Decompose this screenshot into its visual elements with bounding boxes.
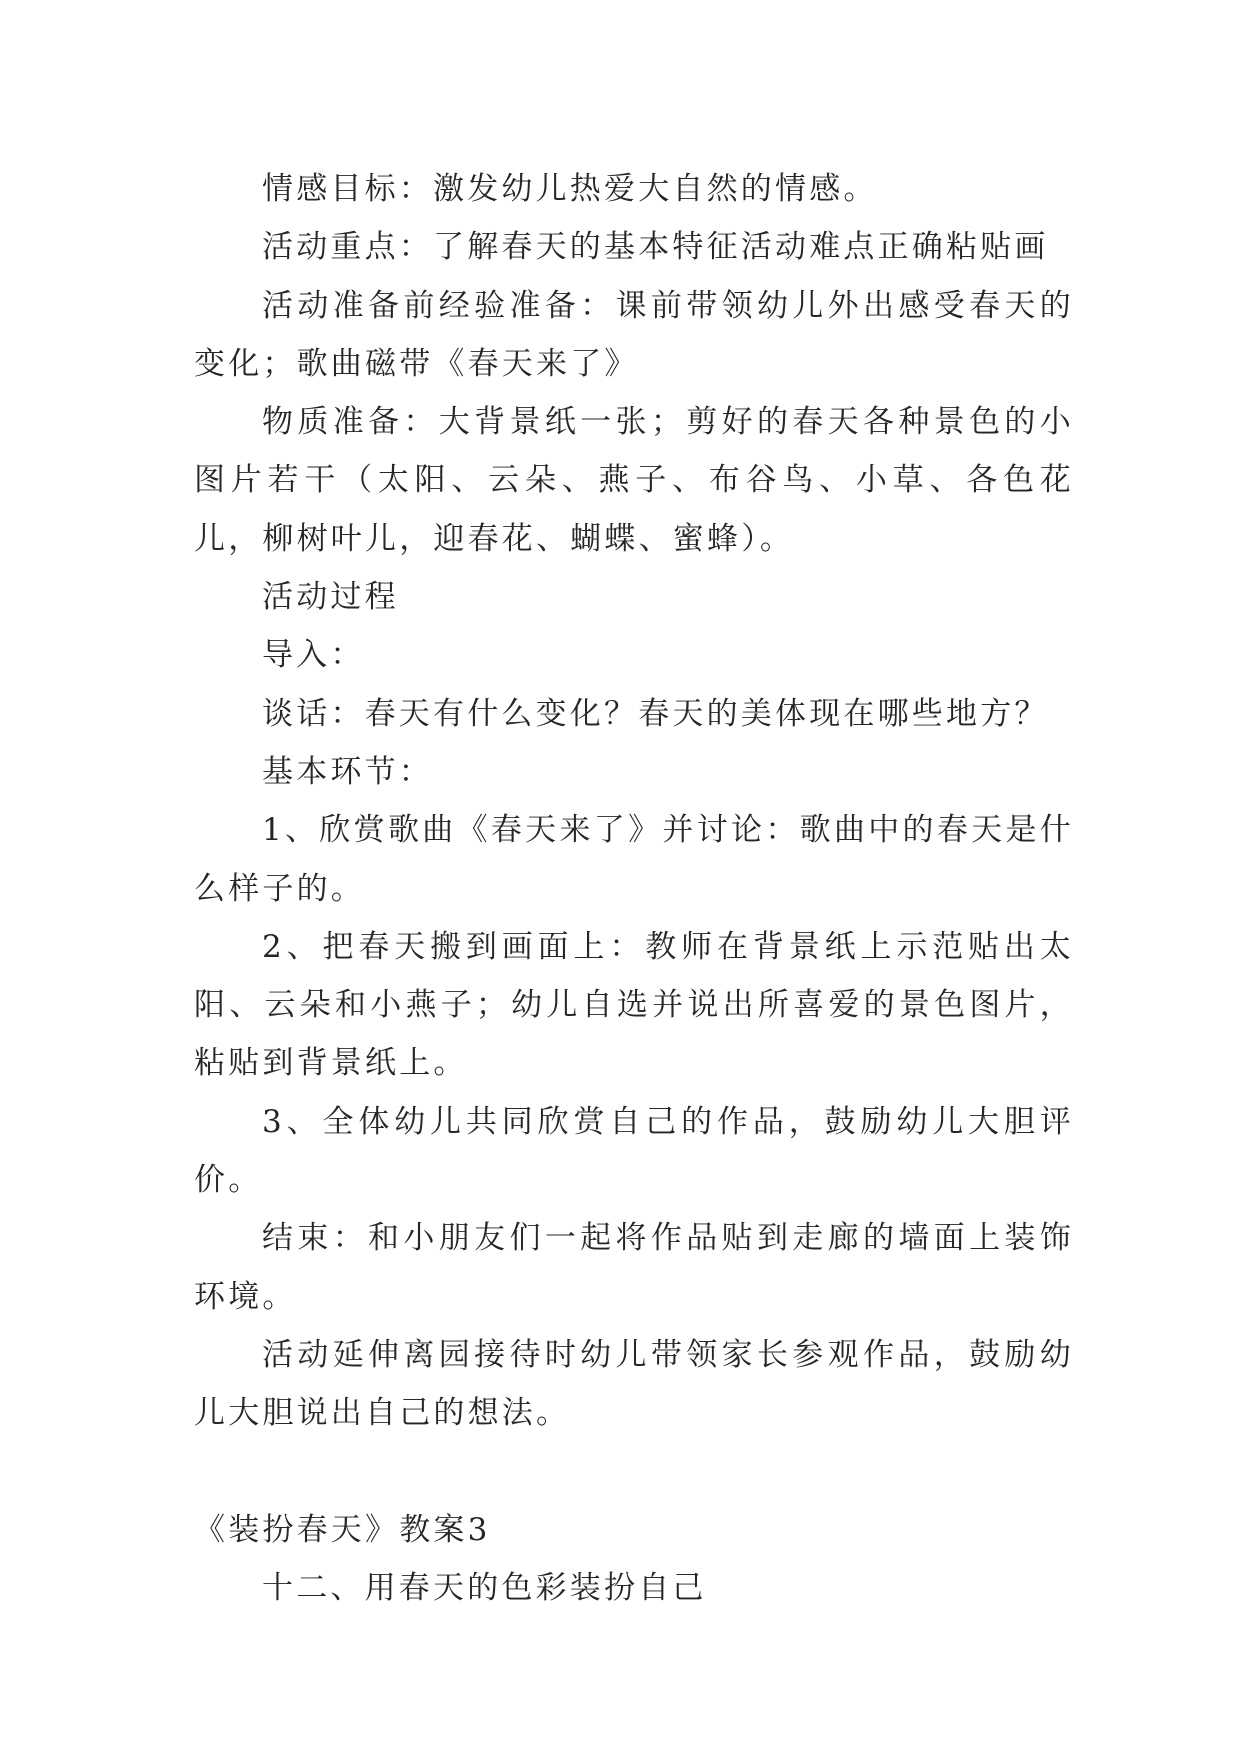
section-first-line: 十二、用春天的色彩装扮自己 (262, 1569, 707, 1606)
section-spacer (194, 1443, 1074, 1501)
paragraph-basic-steps: 基本环节： (262, 753, 433, 790)
paragraph-activity-process: 活动过程 (262, 579, 399, 616)
paragraph-experience-prep: 活动准备前经验准备：课前带领幼儿外出感受春天的变化；歌曲磁带《春天来了》 (194, 287, 1074, 382)
document-body (194, 160, 1074, 1617)
paragraph-ending: 结束：和小朋友们一起将作品贴到走廊的墙面上装饰环境。 (194, 1220, 1074, 1315)
paragraph-introduction: 导入： (262, 637, 365, 674)
paragraph-conversation: 谈话：春天有什么变化？春天的美体现在哪些地方？ (262, 695, 1049, 732)
paragraph-key-points: 活动重点：了解春天的基本特征活动难点正确粘贴画 (262, 229, 1049, 266)
paragraph-material-prep: 物质准备：大背景纸一张；剪好的春天各种景色的小图片若干（太阳、云朵、燕子、布谷鸟、小草、各色花儿，柳树叶儿，迎春花、蝴蝶、蜜蜂）。 (194, 404, 1074, 557)
paragraph-emotional-goal: 情感目标：激发幼儿热爱大自然的情感。 (262, 171, 878, 207)
paragraph-step-1: 1、欣赏歌曲《春天来了》并讨论：歌曲中的春天是什么样子的。 (194, 812, 1074, 907)
section-title: 《装扮春天》教案3 (194, 1511, 491, 1548)
paragraph-extension: 活动延伸离园接待时幼儿带领家长参观作品，鼓励幼儿大胆说出自己的想法。 (194, 1336, 1074, 1432)
paragraph-step-3: 3、全体幼儿共同欣赏自己的作品，鼓励幼儿大胆评价。 (194, 1103, 1074, 1199)
paragraph-step-2: 2、把春天搬到画面上：教师在背景纸上示范贴出太阳、云朵和小燕子；幼儿自选并说出所喜爱的景色图片，粘贴到背景纸上。 (194, 928, 1074, 1082)
